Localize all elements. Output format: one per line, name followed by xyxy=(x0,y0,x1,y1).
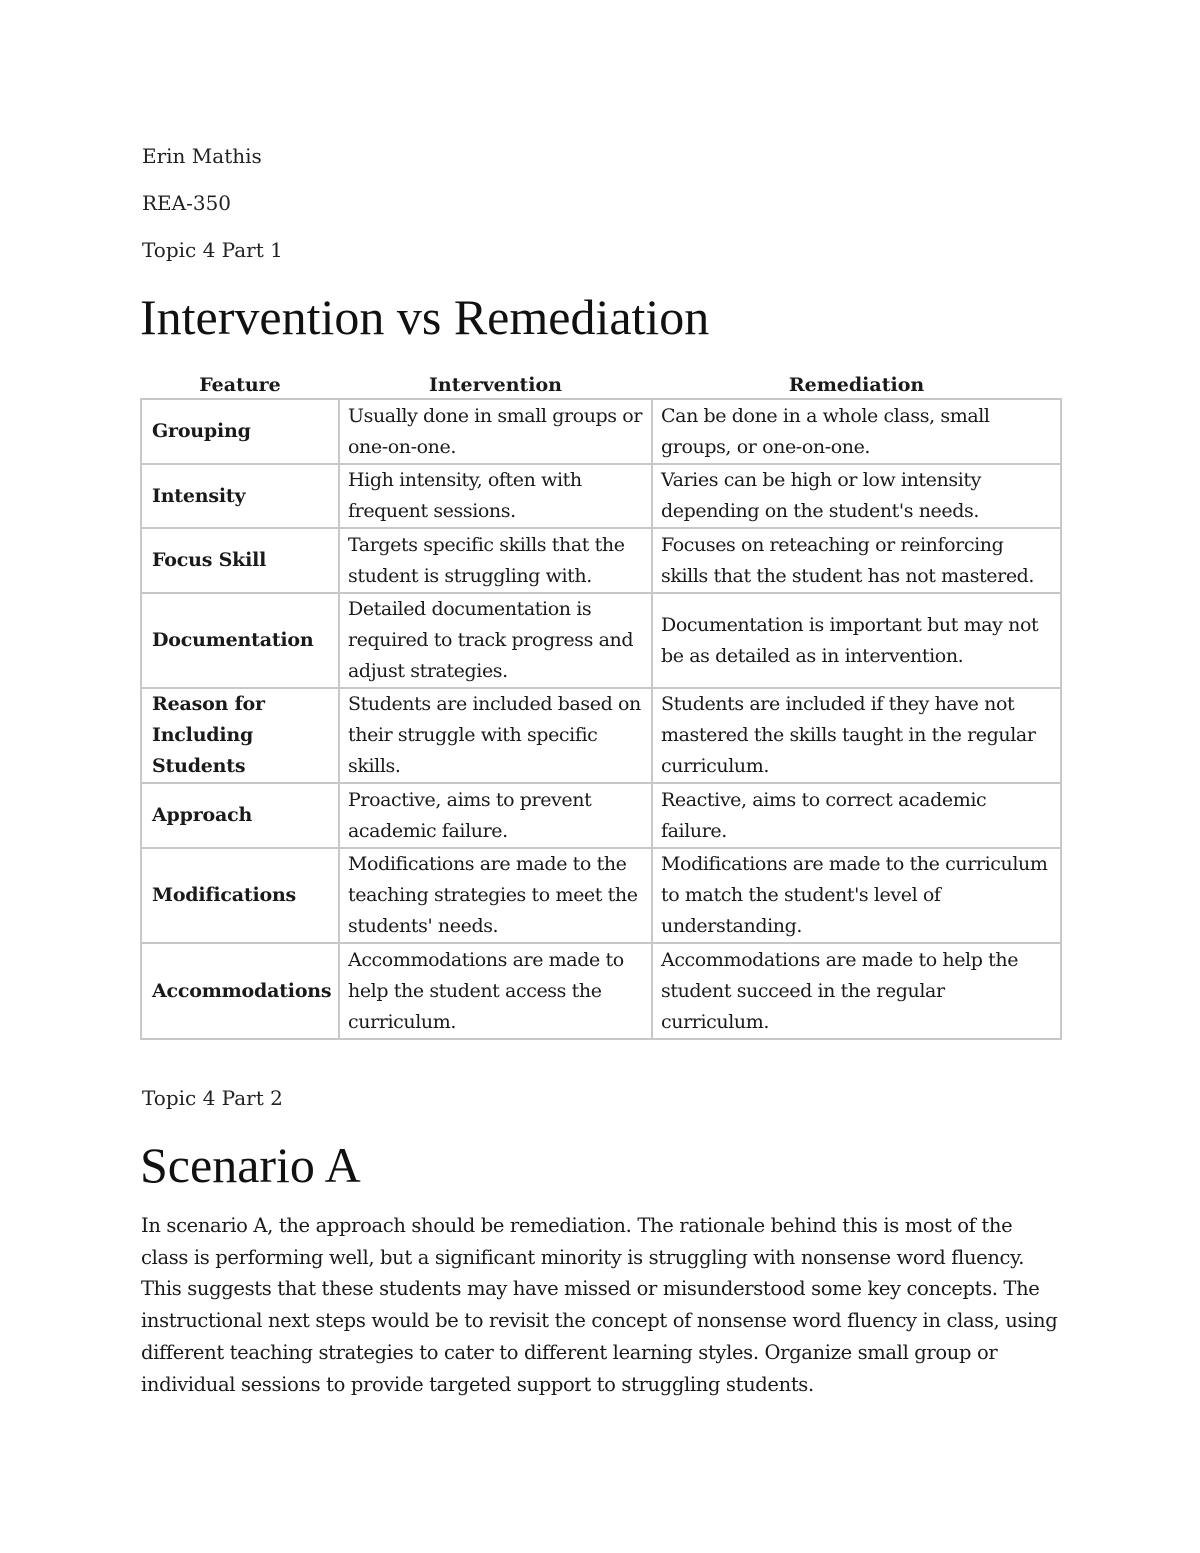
author-name: Erin Mathis xyxy=(142,144,262,168)
feature-cell: Focus Skill xyxy=(141,528,339,593)
table-header-row xyxy=(141,363,1061,399)
table-row xyxy=(141,464,1061,528)
table-row xyxy=(141,593,1061,688)
feature-cell: Intensity xyxy=(141,464,339,528)
header-remediation: Remediation xyxy=(788,374,925,396)
table-row xyxy=(141,399,1061,464)
remediation-cell: Varies can be high or low intensity depending on the student's needs. xyxy=(652,464,1061,528)
table-row xyxy=(141,528,1061,593)
feature-cell: Grouping xyxy=(141,399,339,464)
intervention-cell: Usually done in small groups or one-on-one. xyxy=(339,399,652,464)
intervention-cell: Proactive, aims to prevent academic failure. xyxy=(339,783,652,848)
table-row xyxy=(141,688,1061,783)
intervention-cell: Accommodations are made to help the student access the curriculum. xyxy=(339,943,652,1039)
feature-cell: Reason for Including Students xyxy=(141,688,339,783)
intervention-cell: Modifications are made to the teaching strategies to meet the students' needs. xyxy=(339,848,652,943)
remediation-cell: Can be done in a whole class, small groups, or one-on-one. xyxy=(652,399,1061,464)
section1-title: Intervention vs Remediation xyxy=(140,289,710,345)
remediation-cell: Accommodations are made to help the student succeed in the regular curriculum. xyxy=(652,943,1061,1039)
part2-label: Topic 4 Part 2 xyxy=(142,1086,283,1110)
header-intervention: Intervention xyxy=(429,374,562,396)
comparison-table xyxy=(140,363,1062,1040)
section2-title: Scenario A xyxy=(140,1137,361,1193)
remediation-cell: Focuses on reteaching or reinforcing skills that the student has not mastered. xyxy=(652,528,1061,593)
part1-label: Topic 4 Part 1 xyxy=(142,238,283,262)
feature-cell: Approach xyxy=(141,783,339,848)
table-row xyxy=(141,943,1061,1039)
remediation-cell: Students are included if they have not mastered the skills taught in the regular curriculum. xyxy=(652,688,1061,783)
header-feature: Feature xyxy=(199,374,281,396)
intervention-cell: Targets specific skills that the student is struggling with. xyxy=(339,528,652,593)
table-row xyxy=(141,848,1061,943)
feature-cell: Modifications xyxy=(141,848,339,943)
intervention-cell: Detailed documentation is required to track progress and adjust strategies. xyxy=(339,593,652,688)
table-row xyxy=(141,783,1061,848)
feature-cell: Accommodations xyxy=(141,943,339,1039)
remediation-cell: Reactive, aims to correct academic failure. xyxy=(652,783,1061,848)
remediation-cell: Documentation is important but may not be as detailed as in intervention. xyxy=(652,593,1061,688)
feature-cell: Documentation xyxy=(141,593,339,688)
intervention-cell: Students are included based on their struggle with specific skills. xyxy=(339,688,652,783)
intervention-cell: High intensity, often with frequent sessions. xyxy=(339,464,652,528)
scenario-a-paragraph: In scenario A, the approach should be remediation. The rationale behind this is most of the class is performing well, but a significant minority is struggling with nonsense word fluency. This suggests that these students may have missed or misunderstood some key concepts. The instructional next steps would be to revisit the concept of nonsense word fluency in class, using different teaching strategies to cater to different learning styles. Organize small group or individual sessions to provide targeted support to struggling students. xyxy=(141,1214,1058,1396)
course-code: REA-350 xyxy=(142,191,232,215)
remediation-cell: Modifications are made to the curriculum to match the student's level of understanding. xyxy=(652,848,1061,943)
